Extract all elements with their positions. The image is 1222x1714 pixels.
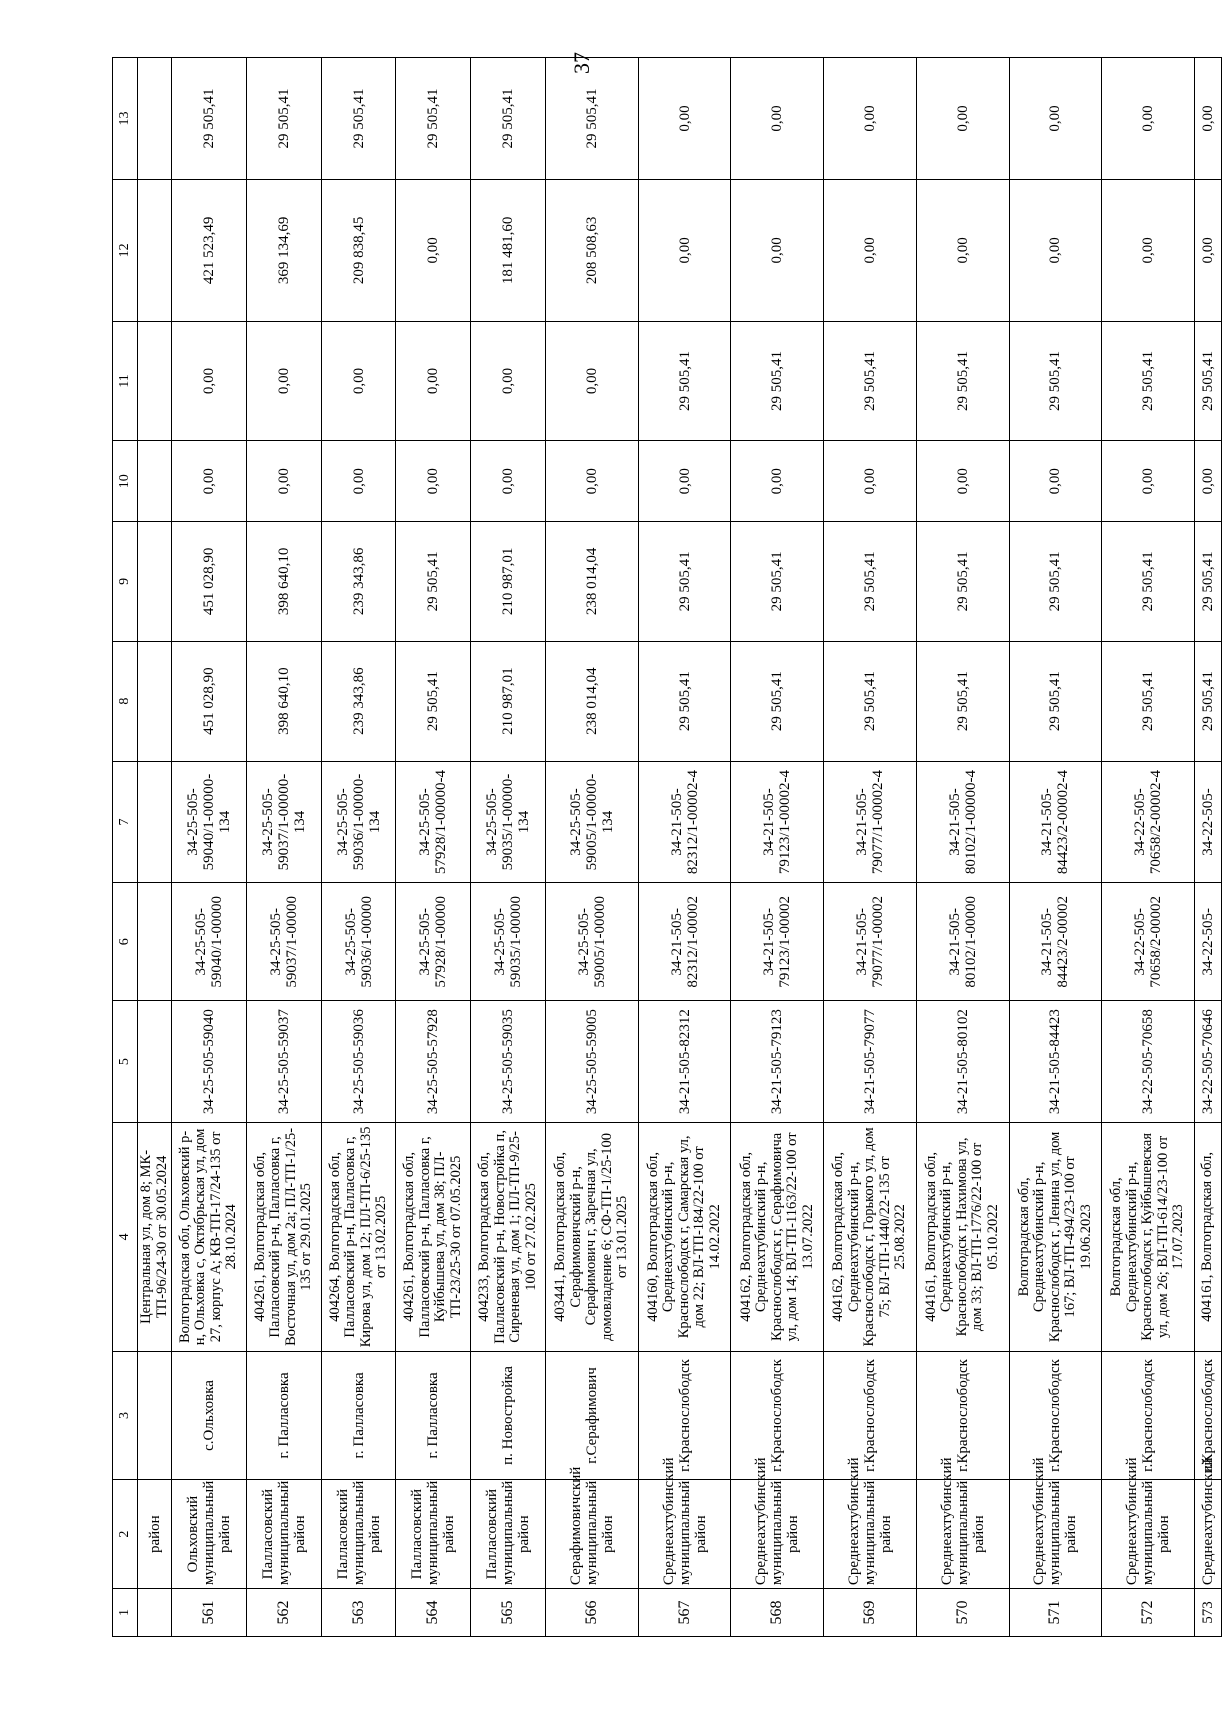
amount-col8-cell: 210 987,01 (471, 641, 546, 761)
account-code-cell: 34-22-505-70658/2-00002-4 (1102, 761, 1195, 883)
address-cell: 404261, Волгоградская обл, Палласовский р-н, Палласовка г, Восточная ул, дом 2а; ПЛ-ТП-1/25-135 от 29.01.2025 (246, 1123, 321, 1352)
address-cell: 404162, Волгоградская обл, Среднеахтубинский р-н, Краснослободск г, Серафимовича ул, дом 14; ВЛ-ТП-1163/22-100 от 13.07.2022 (731, 1123, 824, 1352)
address-cell: 404161, Волгоградская обл, Среднеахтубинский р-н, Краснослободск г, Нахимова ул, дом 33; ВЛ-ТП-1776/22-100 от 05.10.2022 (916, 1123, 1009, 1352)
amount-col11-cell: 29 505,41 (824, 321, 917, 441)
district-cell: Палласовский муниципальный район (321, 1480, 396, 1589)
rotated-table-container (112, 57, 1222, 1637)
amount-col9-cell: 29 505,41 (396, 521, 471, 641)
amount-col10-cell: 0,00 (731, 441, 824, 522)
empty-cell (138, 761, 172, 883)
column-number-header: 1 (113, 1589, 138, 1637)
amount-col8-cell: 29 505,41 (396, 641, 471, 761)
amount-col9-cell: 29 505,41 (1195, 521, 1222, 641)
district-cell: Среднеахтубинский (1195, 1480, 1222, 1589)
amount-col13-cell: 29 505,41 (172, 58, 247, 180)
object-code-cell: 34-25-505-59035/1-00000 (471, 883, 546, 1001)
address-cell: Волгоградская обл, Среднеахтубинский р-н, Краснослободск г, Куйбышевская ул, дом 26; ВЛ-ТП-614/23-100 от 17.07.2023 (1102, 1123, 1195, 1352)
column-number-header: 2 (113, 1480, 138, 1589)
amount-col11-cell: 0,00 (471, 321, 546, 441)
empty-cell (138, 1589, 172, 1637)
amount-col12-cell: 209 838,45 (321, 180, 396, 322)
empty-cell (138, 1351, 172, 1479)
amount-col10-cell: 0,00 (396, 441, 471, 522)
table-row (916, 58, 1009, 1637)
row-number: 569 (824, 1589, 917, 1637)
row-number: 564 (396, 1589, 471, 1637)
district-cell: Палласовский муниципальный район (471, 1480, 546, 1589)
amount-col12-cell: 369 134,69 (246, 180, 321, 322)
settlement-cell: г. Палласовка (396, 1351, 471, 1479)
column-number-header: 3 (113, 1351, 138, 1479)
table-row (396, 58, 471, 1637)
address-cell: 404162, Волгоградская обл, Среднеахтубинский р-н, Краснослободск г, Горького ул, дом 75; ВЛ-ТП-1440/22-135 от 25.08.2022 (824, 1123, 917, 1352)
settlement-cell: г.Краснослободск (916, 1351, 1009, 1479)
page-number: 37 (569, 52, 594, 74)
amount-col10-cell: 0,00 (321, 441, 396, 522)
object-code-cell: 34-25-505-59040/1-00000 (172, 883, 247, 1001)
amount-col13-cell: 0,00 (1195, 58, 1222, 180)
address-cell: 403441, Волгоградская обл, Серафимовичский р-н, Серафимович г, Заречная ул, домовладение 6; СФ-ТП-1/25-100 от 13.01.2025 (546, 1123, 639, 1352)
amount-col12-cell: 0,00 (1195, 180, 1222, 322)
settlement-cell: г. Палласовка (246, 1351, 321, 1479)
district-cell: Среднеахтубинский муниципальный район (638, 1480, 731, 1589)
amount-col13-cell: 0,00 (731, 58, 824, 180)
column-number-header: 6 (113, 883, 138, 1001)
amount-col10-cell: 0,00 (1009, 441, 1102, 522)
row-number: 566 (546, 1589, 639, 1637)
amount-col13-cell: 0,00 (1009, 58, 1102, 180)
empty-cell (138, 58, 172, 180)
address-cell: 404233, Волгоградская обл, Палласовский р-н, Новостройка п, Сиреневая ул, дом 1; ПЛ-ТП-9/25-100 от 27.02.2025 (471, 1123, 546, 1352)
district-cell: Среднеахтубинский муниципальный район (916, 1480, 1009, 1589)
table-row (321, 58, 396, 1637)
settlement-cell: г.Краснослободск (1102, 1351, 1195, 1479)
district-cell: Среднеахтубинский муниципальный район (1009, 1480, 1102, 1589)
amount-col11-cell: 29 505,41 (916, 321, 1009, 441)
amount-col9-cell: 29 505,41 (916, 521, 1009, 641)
amount-col12-cell: 0,00 (1009, 180, 1102, 322)
table-row (1009, 58, 1102, 1637)
settlement-cell: г.Краснослободск (1009, 1351, 1102, 1479)
amount-col13-cell: 29 505,41 (246, 58, 321, 180)
district-cell: Серафимовичский муниципальный район (546, 1480, 639, 1589)
amount-col8-cell: 29 505,41 (1195, 641, 1222, 761)
district-cell: район (138, 1480, 172, 1589)
column-number-header: 5 (113, 1001, 138, 1123)
amount-col12-cell: 0,00 (638, 180, 731, 322)
amount-col10-cell: 0,00 (1102, 441, 1195, 522)
account-code-cell: 34-25-505-57928/1-00000-4 (396, 761, 471, 883)
cadastral-code-cell: 34-21-505-79123 (731, 1001, 824, 1123)
column-number-header: 12 (113, 180, 138, 322)
account-code-cell: 34-25-505-59005/1-00000-134 (546, 761, 639, 883)
amount-col12-cell: 421 523,49 (172, 180, 247, 322)
row-number: 568 (731, 1589, 824, 1637)
empty-cell (138, 1001, 172, 1123)
empty-cell (138, 441, 172, 522)
district-cell: Палласовский муниципальный район (246, 1480, 321, 1589)
address-cell: Центральная ул, дом 8; МК-ТП-96/24-30 от 30.05.2024 (138, 1123, 172, 1352)
amount-col13-cell: 29 505,41 (471, 58, 546, 180)
amount-col12-cell: 0,00 (916, 180, 1009, 322)
data-table (112, 57, 1222, 1637)
account-code-cell: 34-21-505-79077/1-00002-4 (824, 761, 917, 883)
settlement-cell: с.Ольховка (172, 1351, 247, 1479)
settlement-cell: г.Краснослободск (824, 1351, 917, 1479)
cadastral-code-cell: 34-21-505-80102 (916, 1001, 1009, 1123)
amount-col8-cell: 29 505,41 (916, 641, 1009, 761)
amount-col8-cell: 238 014,04 (546, 641, 639, 761)
object-code-cell: 34-22-505- (1195, 883, 1222, 1001)
cadastral-code-cell: 34-22-505-70646 (1195, 1001, 1222, 1123)
amount-col11-cell: 0,00 (172, 321, 247, 441)
cadastral-code-cell: 34-21-505-84423 (1009, 1001, 1102, 1123)
object-code-cell: 34-22-505-70658/2-00002 (1102, 883, 1195, 1001)
cadastral-code-cell: 34-25-505-59036 (321, 1001, 396, 1123)
amount-col13-cell: 29 505,41 (546, 58, 639, 180)
address-cell: 404261, Волгоградская обл, Палласовский р-н, Палласовка г, Куйбышева ул, дом 38; ПЛ-ТП-23/25-30 от 07.05.2025 (396, 1123, 471, 1352)
settlement-cell: г. Палласовка (321, 1351, 396, 1479)
amount-col9-cell: 451 028,90 (172, 521, 247, 641)
row-number: 565 (471, 1589, 546, 1637)
table-row (172, 58, 247, 1637)
column-number-header: 4 (113, 1123, 138, 1352)
amount-col8-cell: 239 343,86 (321, 641, 396, 761)
cadastral-code-cell: 34-25-505-59040 (172, 1001, 247, 1123)
table-row (1195, 58, 1222, 1637)
table-row (471, 58, 546, 1637)
amount-col11-cell: 0,00 (246, 321, 321, 441)
column-number-header: 13 (113, 58, 138, 180)
amount-col8-cell: 29 505,41 (1009, 641, 1102, 761)
object-code-cell: 34-25-505-59037/1-00000 (246, 883, 321, 1001)
account-code-cell: 34-25-505-59037/1-00000-134 (246, 761, 321, 883)
amount-col10-cell: 0,00 (546, 441, 639, 522)
table-body (113, 58, 1222, 1637)
account-code-cell: 34-21-505-79123/1-00002-4 (731, 761, 824, 883)
amount-col11-cell: 0,00 (546, 321, 639, 441)
amount-col8-cell: 29 505,41 (824, 641, 917, 761)
empty-cell (138, 883, 172, 1001)
row-number: 571 (1009, 1589, 1102, 1637)
table-row (731, 58, 824, 1637)
amount-col10-cell: 0,00 (824, 441, 917, 522)
object-code-cell: 34-21-505-79123/1-00002 (731, 883, 824, 1001)
row-number: 573 (1195, 1589, 1222, 1637)
cadastral-code-cell: 34-21-505-79077 (824, 1001, 917, 1123)
cadastral-code-cell: 34-25-505-59005 (546, 1001, 639, 1123)
column-number-header: 10 (113, 441, 138, 522)
district-cell: Среднеахтубинский муниципальный район (731, 1480, 824, 1589)
amount-col13-cell: 0,00 (638, 58, 731, 180)
settlement-cell: г.Серафимович (546, 1351, 639, 1479)
empty-cell (138, 641, 172, 761)
amount-col13-cell: 0,00 (824, 58, 917, 180)
settlement-cell: п. Новостройка (471, 1351, 546, 1479)
amount-col10-cell: 0,00 (916, 441, 1009, 522)
table-row (546, 58, 639, 1637)
object-code-cell: 34-21-505-79077/1-00002 (824, 883, 917, 1001)
empty-cell (138, 180, 172, 322)
row-number: 563 (321, 1589, 396, 1637)
empty-cell (138, 521, 172, 641)
amount-col10-cell: 0,00 (1195, 441, 1222, 522)
object-code-cell: 34-21-505-80102/1-00000 (916, 883, 1009, 1001)
amount-col13-cell: 29 505,41 (321, 58, 396, 180)
district-cell: Палласовский муниципальный район (396, 1480, 471, 1589)
amount-col12-cell: 0,00 (824, 180, 917, 322)
amount-col8-cell: 29 505,41 (731, 641, 824, 761)
amount-col9-cell: 210 987,01 (471, 521, 546, 641)
cadastral-code-cell: 34-25-505-59037 (246, 1001, 321, 1123)
amount-col9-cell: 29 505,41 (731, 521, 824, 641)
amount-col12-cell: 0,00 (1102, 180, 1195, 322)
amount-col10-cell: 0,00 (172, 441, 247, 522)
amount-col8-cell: 29 505,41 (1102, 641, 1195, 761)
amount-col11-cell: 29 505,41 (731, 321, 824, 441)
amount-col9-cell: 238 014,04 (546, 521, 639, 641)
amount-col10-cell: 0,00 (471, 441, 546, 522)
account-code-cell: 34-25-505-59035/1-00000-134 (471, 761, 546, 883)
table-row (824, 58, 917, 1637)
address-cell: 404160, Волгоградская обл, Среднеахтубинский р-н, Краснослободск г, Самарская ул, дом 22; ВЛ-ТП-184/22-100 от 14.02.2022 (638, 1123, 731, 1352)
row-number: 567 (638, 1589, 731, 1637)
object-code-cell: 34-21-505-84423/2-00002 (1009, 883, 1102, 1001)
continuation-row (138, 58, 172, 1637)
account-code-cell: 34-21-505-84423/2-00002-4 (1009, 761, 1102, 883)
address-cell: 404264, Волгоградская обл, Палласовский р-н, Палласовка г, Кирова ул, дом 12; ПЛ-ТП-6/25-135 от 13.02.2025 (321, 1123, 396, 1352)
amount-col11-cell: 0,00 (396, 321, 471, 441)
amount-col9-cell: 29 505,41 (1102, 521, 1195, 641)
object-code-cell: 34-25-505-59036/1-00000 (321, 883, 396, 1001)
address-cell: Волгоградская обл, Ольховский р-н, Ольховка с, Октябрьская ул, дом 27, корпус А; КВ-ТП-17/24-135 от 28.10.2024 (172, 1123, 247, 1352)
column-number-row (113, 58, 138, 1637)
amount-col13-cell: 0,00 (916, 58, 1009, 180)
cadastral-code-cell: 34-22-505-70658 (1102, 1001, 1195, 1123)
district-cell: Среднеахтубинский муниципальный район (1102, 1480, 1195, 1589)
account-code-cell: 34-25-505-59036/1-00000-134 (321, 761, 396, 883)
amount-col10-cell: 0,00 (246, 441, 321, 522)
amount-col8-cell: 451 028,90 (172, 641, 247, 761)
account-code-cell: 34-22-505- (1195, 761, 1222, 883)
amount-col9-cell: 29 505,41 (1009, 521, 1102, 641)
account-code-cell: 34-25-505-59040/1-00000-134 (172, 761, 247, 883)
empty-cell (138, 321, 172, 441)
row-number: 572 (1102, 1589, 1195, 1637)
settlement-cell: г.Краснослободск (731, 1351, 824, 1479)
object-code-cell: 34-21-505-82312/1-00002 (638, 883, 731, 1001)
amount-col11-cell: 29 505,41 (1195, 321, 1222, 441)
column-number-header: 8 (113, 641, 138, 761)
table-row (1102, 58, 1195, 1637)
row-number: 561 (172, 1589, 247, 1637)
amount-col11-cell: 0,00 (321, 321, 396, 441)
cadastral-code-cell: 34-25-505-57928 (396, 1001, 471, 1123)
amount-col10-cell: 0,00 (638, 441, 731, 522)
settlement-cell: г.Краснослободск (1195, 1351, 1222, 1479)
amount-col13-cell: 0,00 (1102, 58, 1195, 180)
amount-col12-cell: 181 481,60 (471, 180, 546, 322)
amount-col9-cell: 239 343,86 (321, 521, 396, 641)
amount-col12-cell: 208 508,63 (546, 180, 639, 322)
settlement-cell: г.Краснослободск (638, 1351, 731, 1479)
district-cell: Ольховский муниципальный район (172, 1480, 247, 1589)
amount-col9-cell: 29 505,41 (824, 521, 917, 641)
amount-col12-cell: 0,00 (396, 180, 471, 322)
amount-col8-cell: 398 640,10 (246, 641, 321, 761)
table-row (246, 58, 321, 1637)
column-number-header: 7 (113, 761, 138, 883)
amount-col8-cell: 29 505,41 (638, 641, 731, 761)
cadastral-code-cell: 34-21-505-82312 (638, 1001, 731, 1123)
row-number: 570 (916, 1589, 1009, 1637)
object-code-cell: 34-25-505-57928/1-00000 (396, 883, 471, 1001)
row-number: 562 (246, 1589, 321, 1637)
account-code-cell: 34-21-505-82312/1-00002-4 (638, 761, 731, 883)
amount-col11-cell: 29 505,41 (638, 321, 731, 441)
amount-col11-cell: 29 505,41 (1102, 321, 1195, 441)
cadastral-code-cell: 34-25-505-59035 (471, 1001, 546, 1123)
district-cell: Среднеахтубинский муниципальный район (824, 1480, 917, 1589)
amount-col11-cell: 29 505,41 (1009, 321, 1102, 441)
table-row (638, 58, 731, 1637)
object-code-cell: 34-25-505-59005/1-00000 (546, 883, 639, 1001)
column-number-header: 9 (113, 521, 138, 641)
address-cell: Волгоградская обл, Среднеахтубинский р-н, Краснослободск г, Ленина ул, дом 167; ВЛ-ТП-494/23-100 от 19.06.2023 (1009, 1123, 1102, 1352)
column-number-header: 11 (113, 321, 138, 441)
amount-col13-cell: 29 505,41 (396, 58, 471, 180)
amount-col12-cell: 0,00 (731, 180, 824, 322)
address-cell: 404161, Волгоградская обл, (1195, 1123, 1222, 1352)
amount-col9-cell: 398 640,10 (246, 521, 321, 641)
amount-col9-cell: 29 505,41 (638, 521, 731, 641)
account-code-cell: 34-21-505-80102/1-00000-4 (916, 761, 1009, 883)
